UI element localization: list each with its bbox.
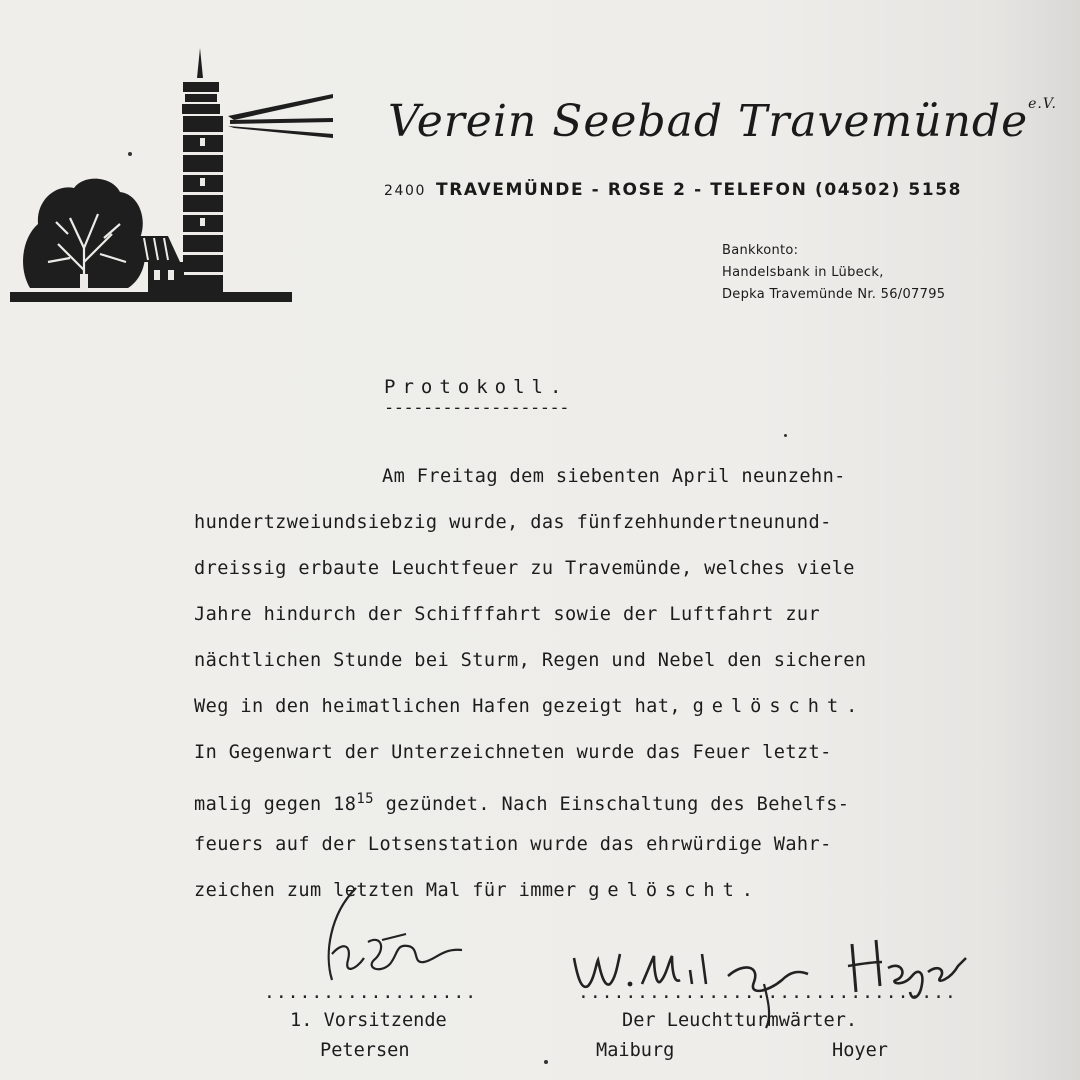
lighthouse-tree-logo-icon xyxy=(8,48,338,308)
body-line-1: Am Freitag dem siebenten April neunzehn- xyxy=(382,466,846,487)
organization-address xyxy=(384,180,962,200)
body-line-6-text: Weg in den heimatlichen Hafen gezeigt hat, xyxy=(194,696,681,717)
body-line-8-text: malig gegen 18 xyxy=(194,794,357,816)
bank-label: Bankkonto: xyxy=(722,243,799,258)
name-hoyer: Hoyer xyxy=(832,1040,888,1061)
body-line-9: feuers auf der Lotsenstation wurde das ehrwürdige Wahr- xyxy=(194,834,832,855)
time-superscript: 15 xyxy=(356,791,374,807)
bank-line-1: Handelsbank in Lübeck, xyxy=(722,265,884,280)
body-line-10-text: zeichen zum letzten Mal für immer xyxy=(194,880,577,901)
address-line: TRAVEMÜNDE - ROSE 2 - TELEFON (04502) 5158 xyxy=(436,180,963,200)
bank-line-2: Depka Travemünde Nr. 56/07795 xyxy=(722,287,946,302)
role-lighthouse-keeper: Der Leuchtturmwärter. xyxy=(622,1010,858,1031)
body-line-2: hundertzweiundsiebzig wurde, das fünfzehhundertneunund- xyxy=(194,512,832,533)
body-line-6-spaced: gelöscht. xyxy=(692,696,866,717)
document-title: Protokoll. xyxy=(384,376,569,398)
signature-line-left: .................. xyxy=(264,982,478,1003)
body-line-8 xyxy=(194,776,1024,822)
signature-petersen xyxy=(312,884,482,994)
body-line-3: dreissig erbaute Leuchtfeuer zu Travemünde, welches viele xyxy=(194,558,855,579)
scan-speck xyxy=(128,152,132,156)
body-line-10-spaced: gelöscht. xyxy=(588,880,761,901)
body-line-4: Jahre hindurch der Schifffahrt sowie der Luftfahrt zur xyxy=(194,604,821,625)
protocol-body xyxy=(194,454,1024,914)
role-chairman: 1. Vorsitzende xyxy=(290,1010,447,1031)
organization-name-text: Verein Seebad Travemünde xyxy=(388,96,1029,147)
body-line-7: In Gegenwart der Unterzeichneten wurde das Feuer letzt- xyxy=(194,742,832,763)
scan-speck xyxy=(784,434,787,437)
name-maiburg: Maiburg xyxy=(596,1040,675,1061)
body-line-5: nächtlichen Stunde bei Sturm, Regen und Nebel den sicheren xyxy=(194,650,867,671)
bank-info xyxy=(722,240,945,306)
signature-line-right: ................................ xyxy=(578,982,957,1003)
body-line-6 xyxy=(194,684,1024,730)
title-underline: ------------------- xyxy=(384,398,569,418)
zip-code: 2400 xyxy=(384,183,427,199)
scan-speck xyxy=(544,1060,548,1064)
organization-suffix: e.V. xyxy=(1028,96,1057,112)
name-petersen: Petersen xyxy=(320,1040,410,1061)
body-line-8-rest: gezündet. Nach Einschaltung des Behelfs- xyxy=(385,794,850,816)
organization-name xyxy=(388,96,1057,147)
